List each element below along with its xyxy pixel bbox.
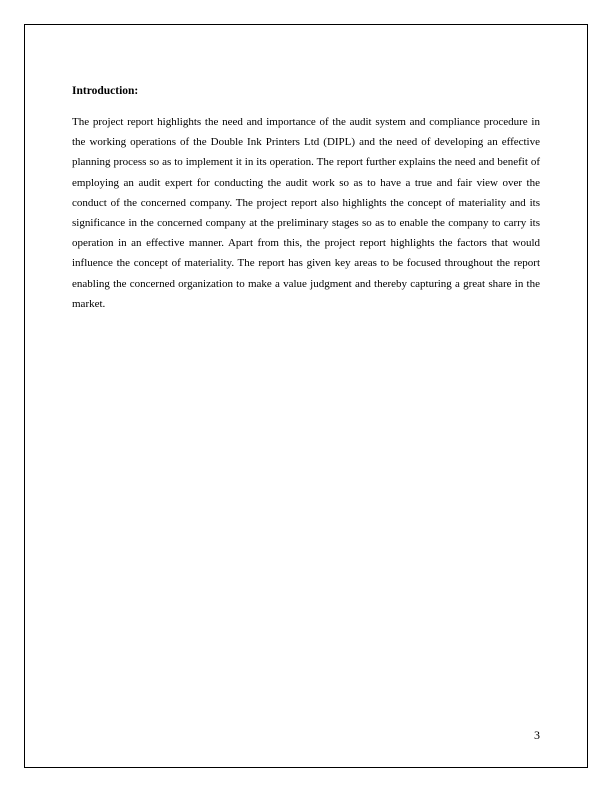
- introduction-paragraph: The project report highlights the need and importance of the audit system and compliance procedure in the working operations of the Double Ink Printers Ltd (DIPL) and the need of developing an effective planning process so as to implement it in its operation. The report further explains the need and benefit of employing an audit expert for conducting the audit work so as to have a true and fair view over the conduct of the concerned company. The project report also highlights the concept of materiality and its significance in the concerned company at the preliminary stages so as to enable the company to carry its operation in an effective manner. Apart from this, the project report highlights the factors that would influence the concept of materiality. The report has given key areas to be focused throughout the report enabling the concerned organization to make a value judgment and thereby capturing a great share in the market.: [72, 116, 540, 310]
- section-heading: Introduction:: [72, 85, 139, 97]
- document-content: [72, 82, 540, 314]
- page-number: 3: [534, 728, 540, 742]
